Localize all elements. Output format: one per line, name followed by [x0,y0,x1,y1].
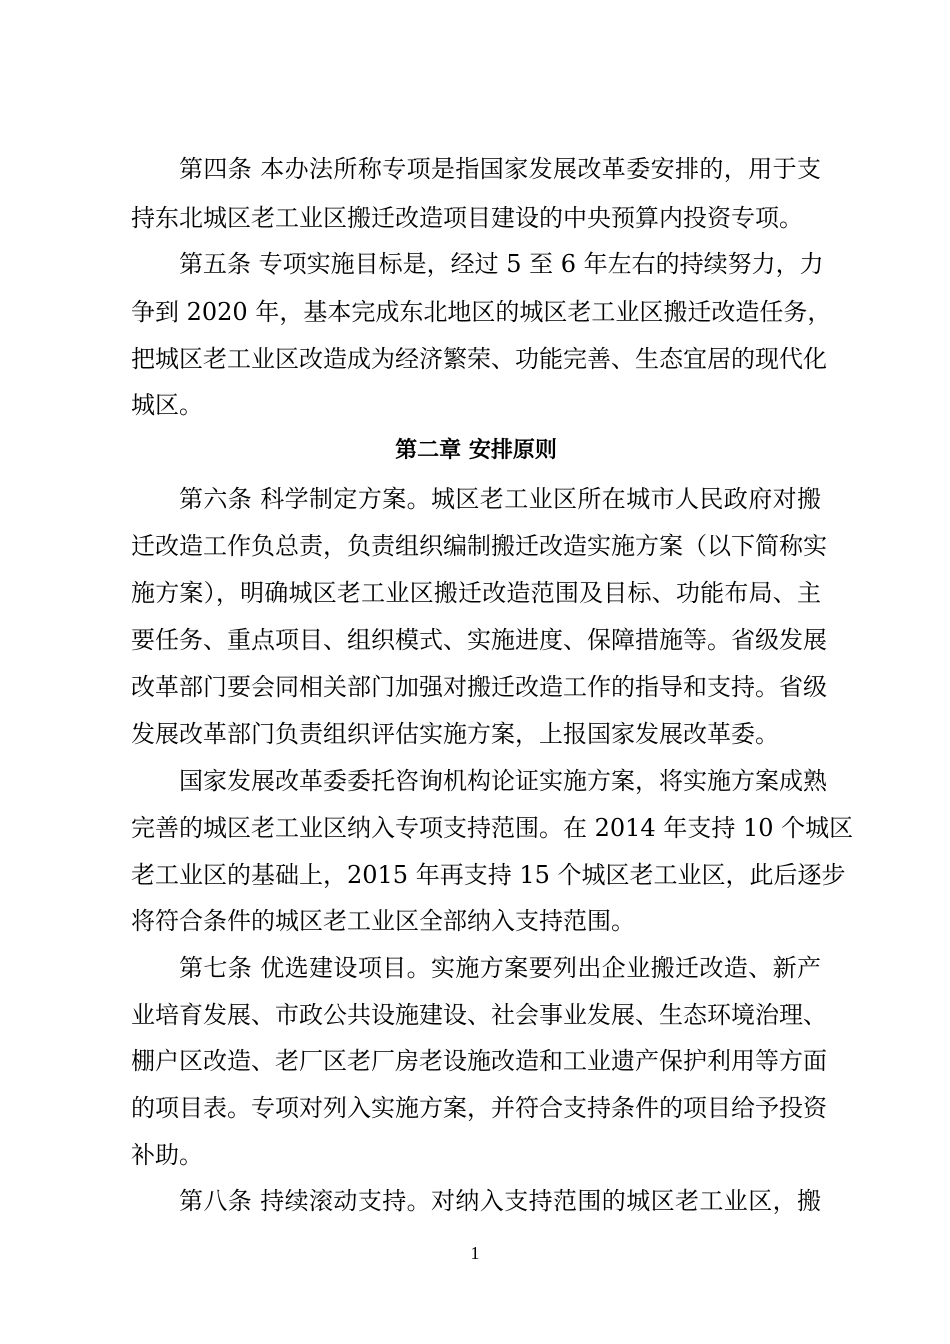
article-6-line-1: 第六条 科学制定方案。城区老工业区所在城市人民政府对搬 [179,485,821,513]
article-6-para-2-line-4: 将符合条件的城区老工业区全部纳入支持范围。 [131,907,635,935]
article-6-line-4: 要任务、重点项目、组织模式、实施进度、保障措施等。省级发展 [131,626,827,654]
chapter-heading: 第二章 安排原则 [395,438,557,463]
article-5-line-1: 第五条 专项实施目标是，经过 5 至 6 年左右的持续努力，力 [179,250,824,278]
article-6-line-5: 改革部门要会同相关部门加强对搬迁改造工作的指导和支持。省级 [131,673,827,701]
article-5-line-4: 城区。 [131,391,203,419]
article-6-line-2: 迁改造工作负总责，负责组织编制搬迁改造实施方案（以下简称实 [131,532,827,560]
article-4-line-2: 持东北城区老工业区搬迁改造项目建设的中央预算内投资专项。 [131,204,803,232]
article-7-line-3: 棚户区改造、老厂区老厂房老设施改造和工业遗产保护利用等方面 [131,1047,827,1075]
article-6-para-2-line-3: 老工业区的基础上，2015 年再支持 15 个城区老工业区，此后逐步 [131,861,846,889]
article-8-line-1: 第八条 持续滚动支持。对纳入支持范围的城区老工业区，搬 [179,1187,821,1215]
article-6-line-3: 施方案），明确城区老工业区搬迁改造范围及目标、功能布局、主 [131,579,821,607]
article-7-line-4: 的项目表。专项对列入实施方案，并符合支持条件的项目给予投资 [131,1094,827,1122]
article-7-line-2: 业培育发展、市政公共设施建设、社会事业发展、生态环境治理、 [131,1001,827,1029]
page-number: 1 [470,1243,480,1263]
article-6-line-6: 发展改革部门负责组织评估实施方案，上报国家发展改革委。 [131,720,779,748]
article-7-line-1: 第七条 优选建设项目。实施方案要列出企业搬迁改造、新产 [179,954,821,982]
article-5-line-2: 争到 2020 年，基本完成东北地区的城区老工业区搬迁改造任务， [131,298,832,326]
article-6-para-2-line-1: 国家发展改革委委托咨询机构论证实施方案，将实施方案成熟 [179,767,827,795]
article-5-line-3: 把城区老工业区改造成为经济繁荣、功能完善、生态宜居的现代化 [131,345,827,373]
article-4-line-1: 第四条 本办法所称专项是指国家发展改革委安排的，用于支 [179,155,821,183]
article-6-para-2-line-2: 完善的城区老工业区纳入专项支持范围。在 2014 年支持 10 个城区 [131,814,854,842]
article-7-line-5: 补助。 [131,1141,203,1169]
